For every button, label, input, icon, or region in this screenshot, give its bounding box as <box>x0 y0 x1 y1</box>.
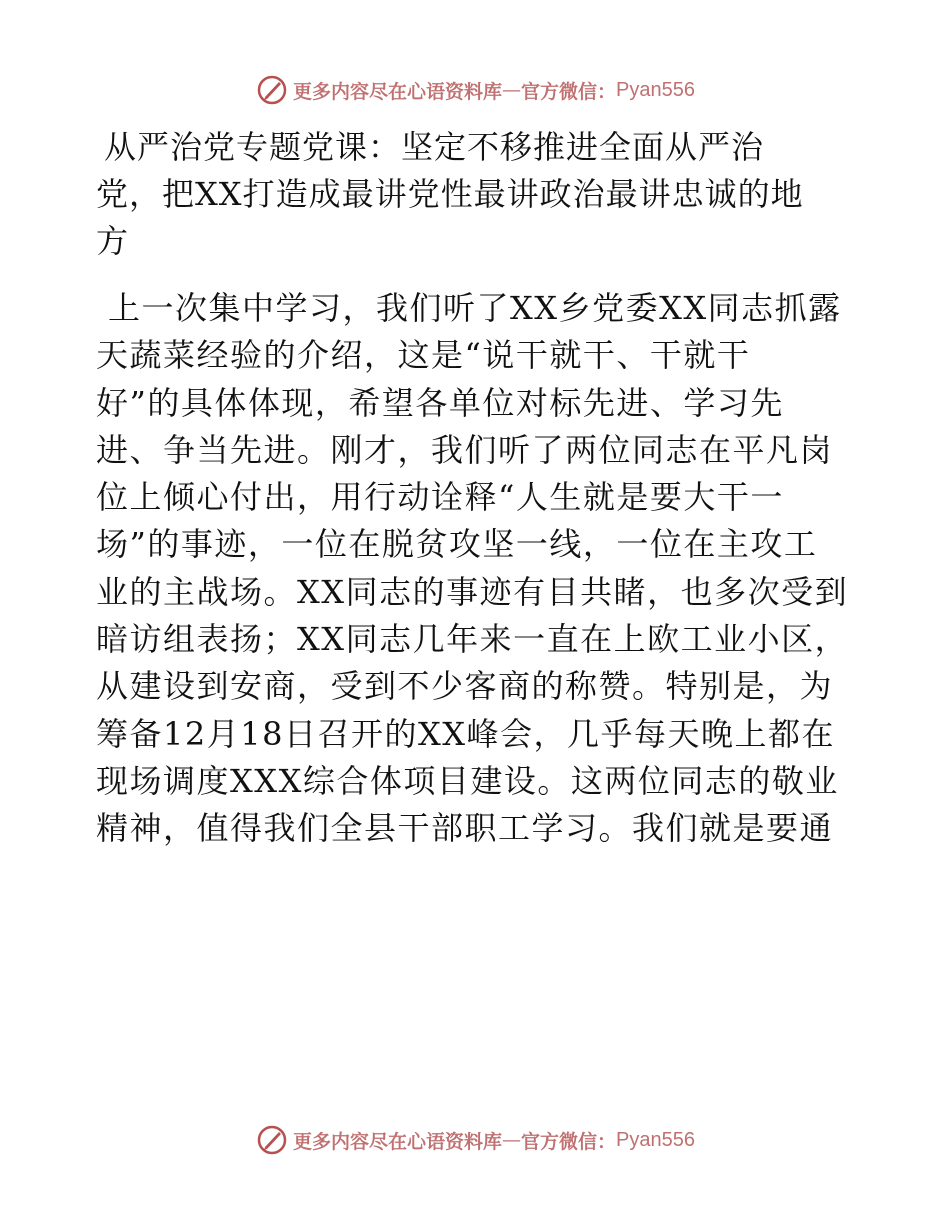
paragraph-line: 上一次集中学习，我们听了XX乡党委XX同志抓露 <box>108 289 842 327</box>
document-body <box>96 124 866 853</box>
document-title <box>96 124 866 265</box>
watermark-dash: — <box>502 1129 522 1151</box>
title-line: 从严治党专题党课：坚定不移推进全面从严治 <box>104 128 765 166</box>
header-watermark <box>0 70 950 110</box>
paragraph-line: 天蔬菜经验的介绍，这是“说干就干、干就干 <box>96 336 751 375</box>
footer-watermark <box>0 1120 950 1160</box>
watermark-id: Pyan556 <box>616 78 695 101</box>
watermark-dash: — <box>502 79 522 101</box>
quill-logo-icon <box>255 1123 289 1157</box>
watermark-text: 更多内容尽在心语资料库 <box>293 80 503 103</box>
title-line: 党，把XX打造成最讲党性最讲政治最讲忠诚的地 <box>96 175 804 213</box>
watermark-suffix: 官方微信： <box>521 80 617 103</box>
paragraph-line: 进、争当先进。刚才，我们听了两位同志在平凡岗 <box>96 430 834 469</box>
paragraph-line: 精神，值得我们全县干部职工学习。我们就是要通 <box>96 809 834 848</box>
paragraph-line: 筹备12月18日召开的XX峰会，几乎每天晚上都在 <box>96 714 836 753</box>
paragraph-line: 暗访组表扬；XX同志几年来一直在上欧工业小区， <box>96 620 849 659</box>
paragraph-line: 位上倾心付出，用行动诠释“人生就是要大干一 <box>96 478 784 517</box>
paragraph-line: 现场调度XXX综合体项目建设。这两位同志的敬业 <box>96 761 839 800</box>
paragraph-line: 场”的事迹，一位在脱贫攻坚一线，一位在主攻工 <box>96 525 818 564</box>
paragraph-line: 从建设到安商，受到不少客商的称赞。特别是，为 <box>96 667 834 706</box>
watermark-suffix: 官方微信： <box>521 1130 617 1153</box>
watermark-id: Pyan556 <box>616 1128 695 1151</box>
paragraph-line: 业的主战场。XX同志的事迹有目共睹，也多次受到 <box>96 572 849 611</box>
quill-logo-icon <box>255 73 289 107</box>
paragraph-line: 好”的具体体现，希望各单位对标先进、学习先 <box>96 383 784 422</box>
watermark-text: 更多内容尽在心语资料库 <box>293 1130 503 1153</box>
body-paragraph <box>96 285 866 853</box>
title-line: 方 <box>96 222 130 260</box>
